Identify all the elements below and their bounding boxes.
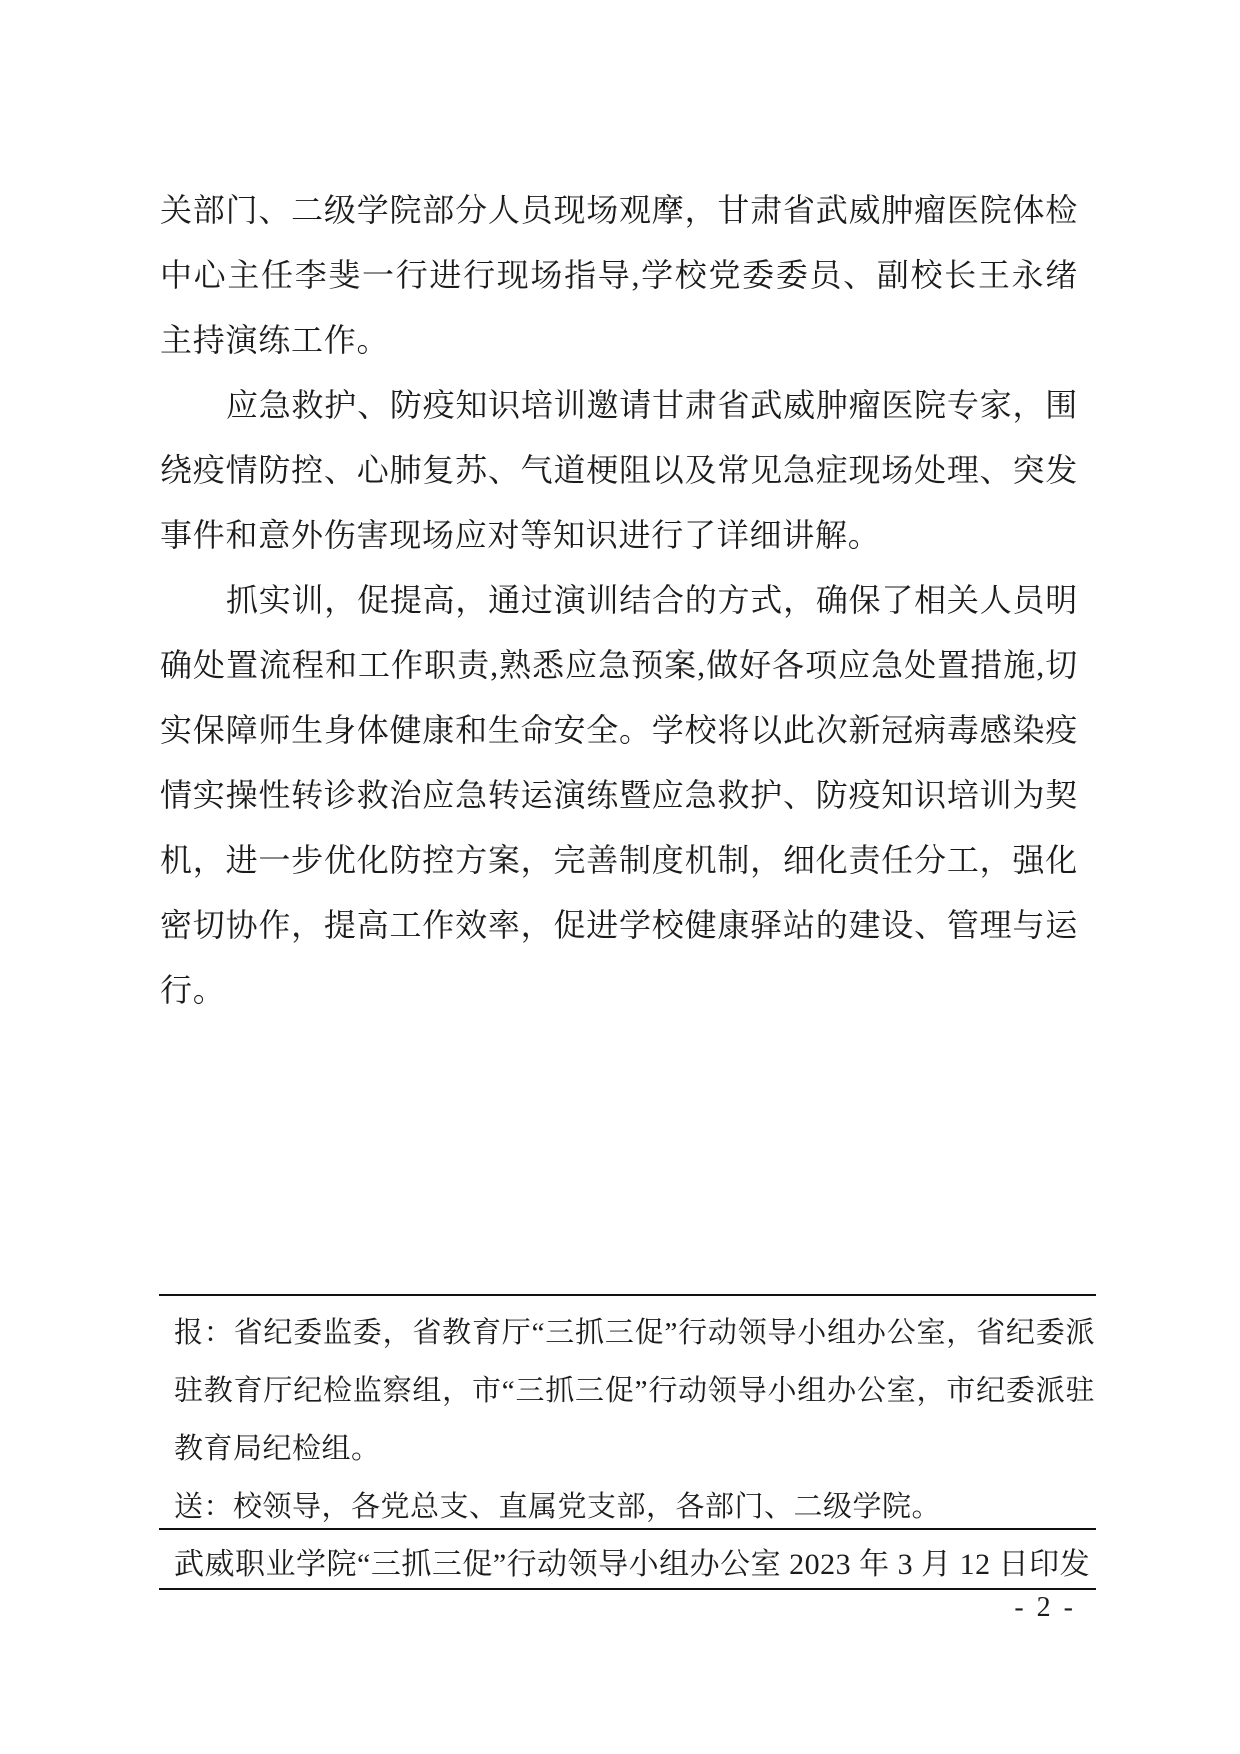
document-body (160, 178, 1078, 1023)
footer-bottom-rule (159, 1588, 1096, 1590)
report-to-line: 报：省纪委监委，省教育厅“三抓三促”行动领导小组办公室，省纪委派驻教育厅纪检监察组，市“三抓三促”行动领导小组办公室，市纪委派驻教育局纪检组。 (174, 1317, 1095, 1465)
paragraph-continuation: 关部门、二级学院部分人员现场观摩，甘肃省武威肿瘤医院体检中心主任李斐一行进行现场指导,学校党委委员、副校长王永绪主持演练工作。 (160, 192, 1078, 358)
paragraph-summary: 抓实训，促提高，通过演训结合的方式，确保了相关人员明确处置流程和工作职责,熟悉应急预案,做好各项应急处置措施,切实保障师生身体健康和生命安全。学校将以此次新冠病毒感染疫情实操性转诊救治应急转运演练暨应急救护、防疫知识培训为契机，进一步优化防控方案，完善制度机制，细化责任分工，强化密切协作，提高工作效率，促进学校健康驿站的建设、管理与运行。 (160, 582, 1078, 1008)
issuing-office-line: 武威职业学院“三抓三促”行动领导小组办公室 2023 年 3 月 12 日印发 (174, 1548, 1091, 1581)
footer-top-rule (159, 1294, 1096, 1296)
distribution-block (174, 1304, 1095, 1536)
paragraph-training: 应急救护、防疫知识培训邀请甘肃省武威肿瘤医院专家，围绕疫情防控、心肺复苏、气道梗阻以及常见急症现场处理、突发事件和意外伤害现场应对等知识进行了详细讲解。 (160, 387, 1078, 553)
page-number: - 2 - (1014, 1592, 1076, 1623)
send-to-line: 送：校领导，各党总支、直属党支部，各部门、二级学院。 (174, 1491, 942, 1523)
footer-middle-rule (159, 1528, 1096, 1530)
